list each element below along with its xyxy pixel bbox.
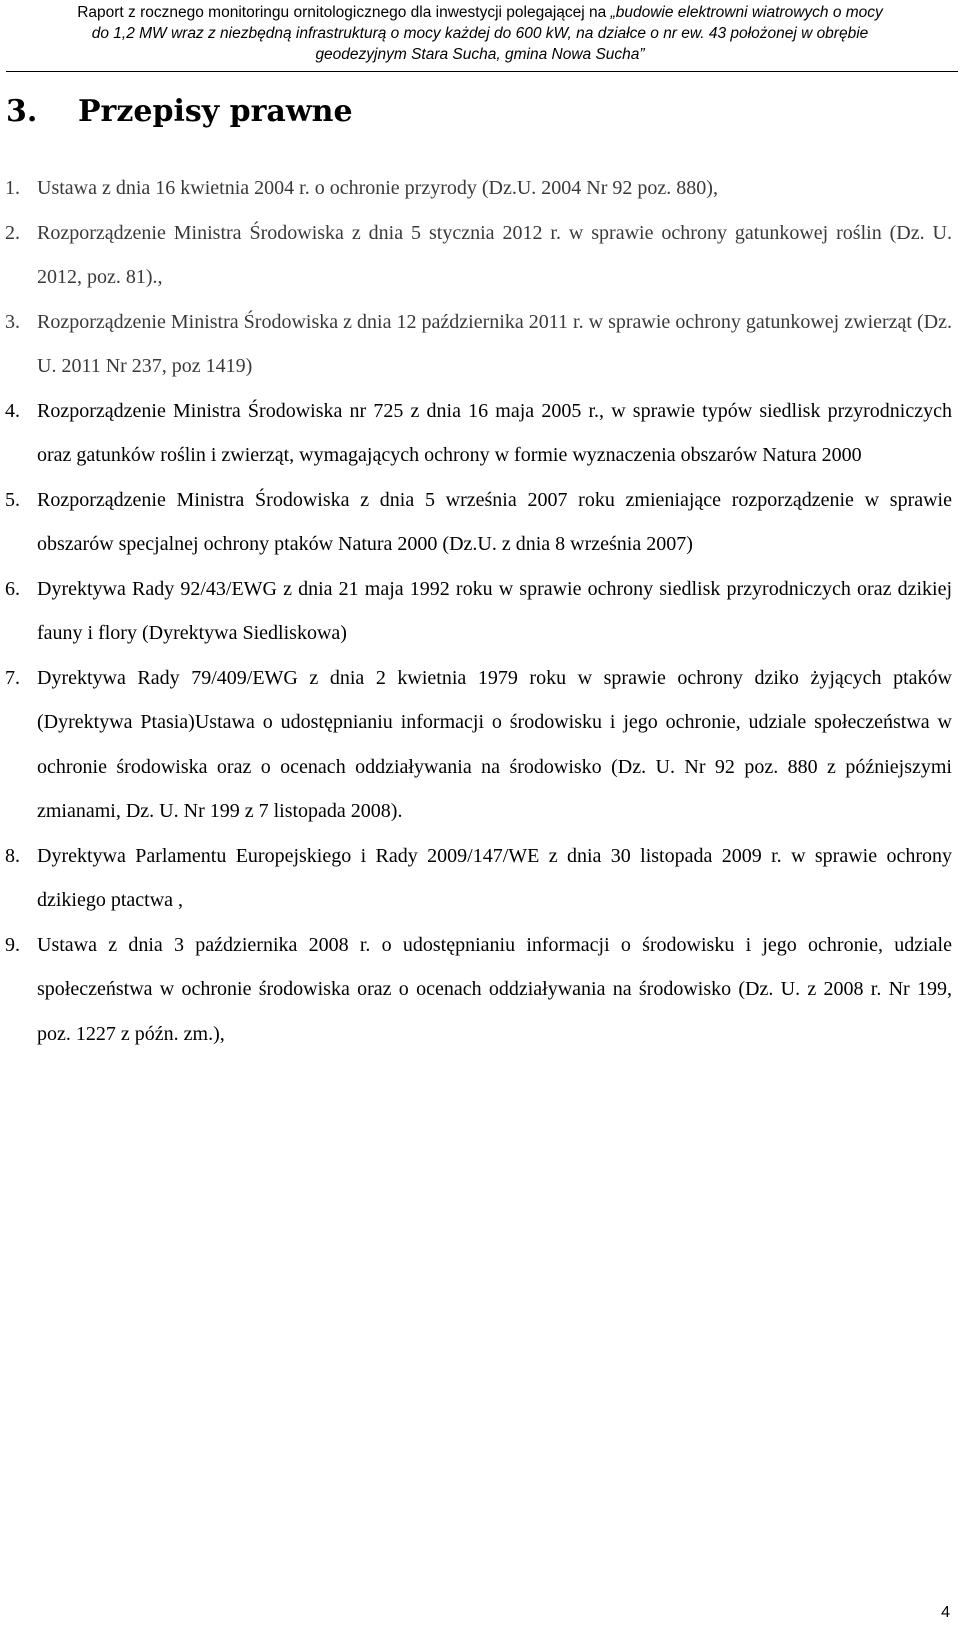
header-line-1-regular: Raport z rocznego monitoringu ornitologicznego dla inwestycji polegającej na [77, 4, 611, 21]
list-item-number: 1. [5, 177, 20, 199]
section-number: 3. [6, 94, 38, 129]
list-item-text: Ustawa z dnia 3 października 2008 r. o udostępnianiu informacji o środowisku i jego ochronie, udziale społeczeństwa w ochronie środowiska oraz o ocenach oddziaływania na środowisko (Dz. U. z 2008 r. Nr 199, poz. 1227 z późn. zm.), [37, 933, 952, 1045]
list-item-text: Rozporządzenie Ministra Środowiska nr 725 z dnia 16 maja 2005 r., w sprawie typów siedlisk przyrodniczych oraz gatunków roślin i zwierząt, wymagających ochrony w formie wyznaczenia obszarów Natura 2000 [37, 399, 952, 466]
list-item [0, 834, 960, 923]
list-item-text: Dyrektywa Rady 79/409/EWG z dnia 2 kwietnia 1979 roku w sprawie ochrony dziko żyjących ptaków (Dyrektywa Ptasia)Ustawa o udostępnianiu informacji o środowisku i jego ochronie, udziale społeczeństwa w ochronie środowiska oraz o ocenach oddziaływania na środowisko (Dz. U. Nr 92 poz. 880 z późniejszymi zmianami, Dz. U. Nr 199 z 7 listopada 2008). [37, 666, 952, 822]
page-number: 4 [941, 1604, 950, 1621]
header-divider [6, 71, 958, 72]
list-item-number: 8. [5, 844, 20, 867]
list-item-number: 4. [5, 399, 20, 422]
list-item-number: 3. [5, 310, 20, 333]
list-item [0, 567, 960, 656]
list-item-number: 9. [5, 933, 20, 956]
list-item-text: Rozporządzenie Ministra Środowiska z dnia 5 stycznia 2012 r. w sprawie ochrony gatunkowej roślin (Dz. U. 2012, poz. 81)., [37, 221, 952, 288]
header-line-2: do 1,2 MW wraz z niezbędną infrastrukturą o mocy każdej do 600 kW, na działce o nr ew. 43 położonej w obrębie [91, 25, 869, 42]
section-title: Przepisy prawne [78, 94, 353, 129]
header-line-1-italic: „budowie elektrowni wiatrowych o mocy [610, 4, 883, 21]
list-item [0, 300, 960, 389]
list-item [0, 656, 960, 834]
header-line-1 [0, 2, 960, 23]
list-item-number: 6. [5, 577, 20, 600]
list-item [0, 923, 960, 1057]
running-header [0, 0, 960, 65]
list-item-text: Dyrektywa Rady 92/43/EWG z dnia 21 maja 1992 roku w sprawie ochrony siedlisk przyrodniczych oraz dzikiej fauny i flory (Dyrektywa Siedliskowa) [37, 577, 952, 644]
list-item-number: 2. [5, 221, 20, 244]
list-item-number: 5. [5, 488, 20, 511]
list-item [0, 478, 960, 567]
section-heading [6, 92, 353, 132]
list-item-text: Dyrektywa Parlamentu Europejskiego i Rady 2009/147/WE z dnia 30 listopada 2009 r. w sprawie ochrony dzikiego ptactwa , [37, 844, 952, 911]
list-item-text: Rozporządzenie Ministra Środowiska z dnia 5 września 2007 roku zmieniające rozporządzenie w sprawie obszarów specjalnej ochrony ptaków Natura 2000 (Dz.U. z dnia 8 września 2007) [37, 488, 952, 555]
list-item-number: 7. [5, 666, 20, 689]
list-item [0, 211, 960, 300]
legal-acts-list [0, 166, 960, 1056]
header-line-3: geodezyjnym Stara Sucha, gmina Nowa Sucha” [315, 46, 645, 63]
list-item [0, 166, 960, 211]
list-item-text: Ustawa z dnia 16 kwietnia 2004 r. o ochronie przyrody (Dz.U. 2004 Nr 92 poz. 880), [37, 177, 718, 199]
list-item [0, 389, 960, 478]
list-item-text: Rozporządzenie Ministra Środowiska z dnia 12 października 2011 r. w sprawie ochrony gatunkowej zwierząt (Dz. U. 2011 Nr 237, poz 1419) [37, 310, 952, 377]
